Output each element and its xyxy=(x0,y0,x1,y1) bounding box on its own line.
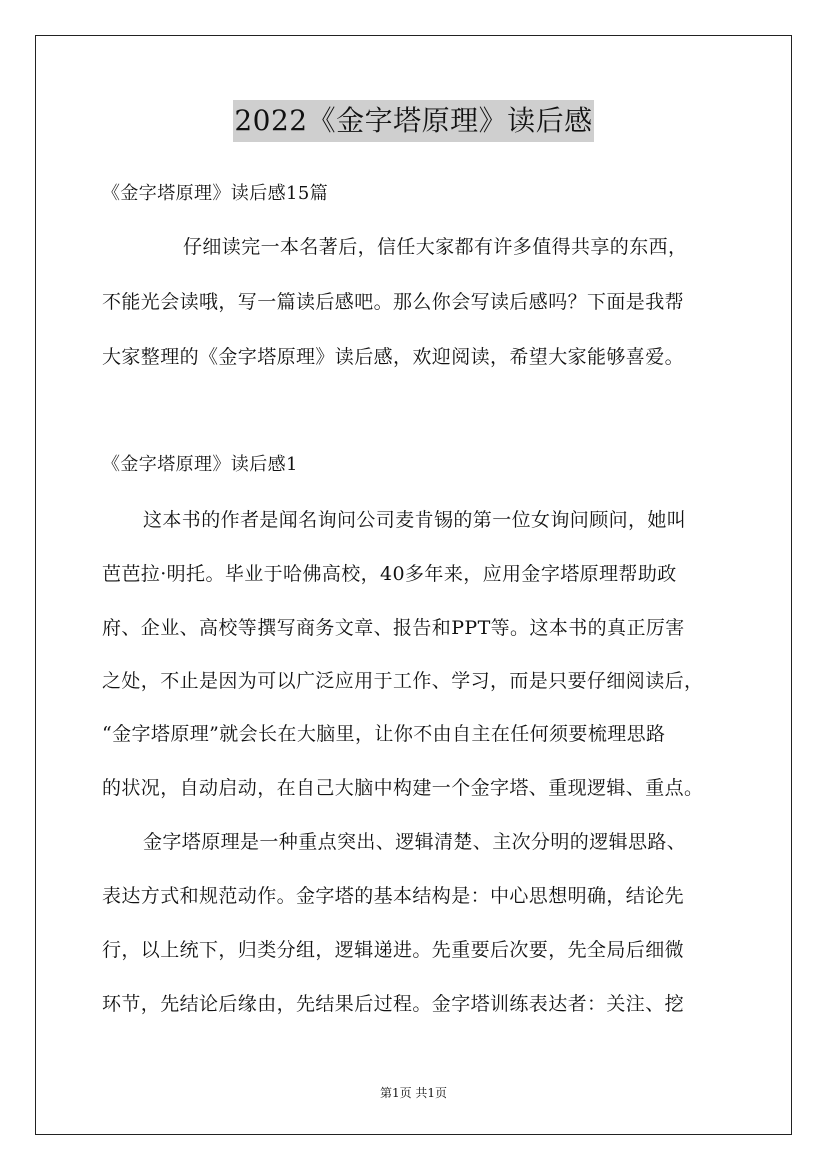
paragraph-line: 环节，先结论后缘由，先结果后过程。金字塔训练表达者：关注、挖 xyxy=(102,993,685,1015)
paragraph-line: “金字塔原理”就会长在大脑里，让你不由自主在任何须要梳理思路 xyxy=(102,723,666,745)
document-title: 2022《金字塔原理》读后感 xyxy=(233,100,593,142)
paragraph-line: 行，以上统下，归类分组，逻辑递进。先重要后次要，先全局后细微 xyxy=(102,939,685,961)
paragraph-line: 府、企业、高校等撰写商务文章、报告和PPT等。这本书的真正厉害 xyxy=(102,617,685,639)
document-subtitle: 《金字塔原理》读后感15篇 xyxy=(102,183,329,204)
paragraph-line: 的状况，自动启动，在自己大脑中构建一个金字塔、重现逻辑、重点。 xyxy=(102,777,704,799)
section-heading: 《金字塔原理》读后感1 xyxy=(102,454,298,475)
paragraph-line: 表达方式和规范动作。金字塔的基本结构是：中心思想明确，结论先 xyxy=(102,885,685,907)
paragraph-line: 金字塔原理是一种重点突出、逻辑清楚、主次分明的逻辑思路、 xyxy=(143,831,687,853)
paragraph-line: 之处，不止是因为可以广泛应用于工作、学习，而是只要仔细阅读后， xyxy=(102,670,704,692)
title-block xyxy=(0,100,827,142)
paragraph-line: 这本书的作者是闻名询问公司麦肯锡的第一位女询问顾问，她叫 xyxy=(143,509,687,531)
page-footer: 第1页 共1页 xyxy=(379,1086,448,1100)
paragraph-line: 芭芭拉·明托。毕业于哈佛高校，40多年来，应用金字塔原理帮助政 xyxy=(102,563,677,585)
intro-line: 大家整理的《金字塔原理》读后感，欢迎阅读，希望大家能够喜爱。 xyxy=(102,346,685,368)
intro-line: 不能光会读哦，写一篇读后感吧。那么你会写读后感吗？下面是我帮 xyxy=(102,291,685,313)
intro-line: 仔细读完一本名著后，信任大家都有许多值得共享的东西， xyxy=(183,236,688,258)
